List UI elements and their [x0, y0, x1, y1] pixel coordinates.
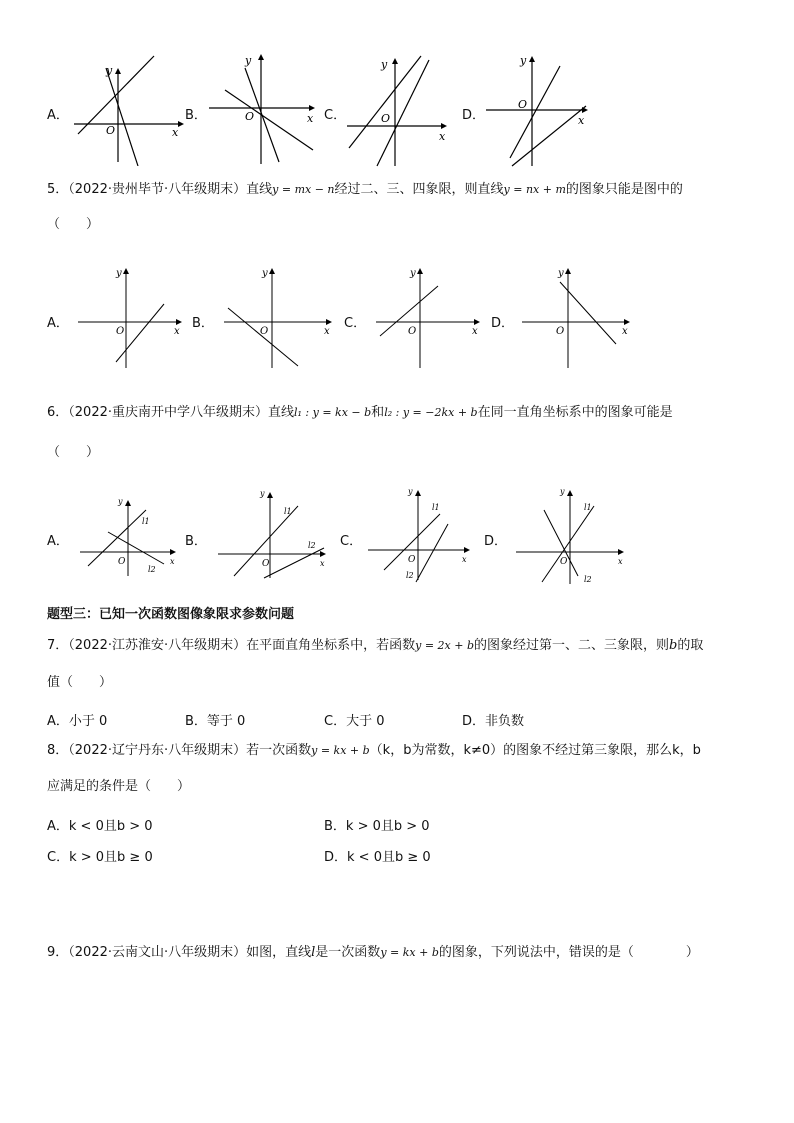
svg-text:x: x — [462, 555, 467, 564]
l1-label: l1 — [142, 517, 150, 526]
q7-option-b: B．等于 0 — [185, 714, 246, 729]
question-8-line-1: 8．（2022·辽宁丹东·八年级期末）若一次函数y = kx + b（k，b为常数，k≠0）的图象不经过第三象限，那么k，b — [47, 743, 701, 758]
q5-option-b-label: B． — [192, 316, 214, 331]
l2-label: l2 — [148, 565, 156, 574]
question-6-text: 6．（2022·重庆南开中学八年级期末）直线l₁ : y = kx − b和l₂ : y = −2kx + b在同一直角坐标系中的图象可能是 — [47, 405, 673, 420]
question-8-line-2: 应满足的条件是（ ） — [47, 779, 191, 794]
q5-option-d-label: D． — [491, 316, 515, 331]
svg-text:O: O — [381, 112, 391, 125]
svg-text:y: y — [410, 268, 416, 279]
svg-text:x: x — [578, 114, 585, 127]
q6-option-d-label: D． — [484, 534, 508, 549]
svg-text:O: O — [118, 557, 126, 567]
svg-text:y: y — [118, 497, 123, 506]
svg-text:l2: l2 — [406, 571, 414, 580]
svg-text:O: O — [116, 326, 125, 337]
svg-text:l1: l1 — [284, 507, 292, 516]
row1-graph-d — [482, 50, 592, 168]
q6-option-a-label: A． — [47, 534, 69, 549]
line-2 — [106, 68, 138, 166]
q7-option-c: C．大于 0 — [324, 714, 385, 729]
svg-text:y: y — [262, 268, 268, 279]
row1-graph-a — [68, 54, 184, 166]
question-7-line-1: 7．（2022·江苏淮安·八年级期末）在平面直角坐标系中，若函数y = 2x + b的图象经过第一、二、三象限，则b的取 — [47, 638, 704, 653]
q5-graph-d — [520, 262, 634, 370]
question-9-text: 9．（2022·云南文山·八年级期末）如图，直线l是一次函数y = kx + b的图象，下列说法中，错误的是（ ） — [47, 945, 699, 960]
svg-text:l1: l1 — [584, 503, 592, 512]
q5-equation-1: y = mx − n — [272, 183, 335, 196]
q6-option-c-label: C． — [340, 534, 363, 549]
row1-option-d-label: D． — [462, 108, 486, 123]
y-label: y — [106, 64, 113, 77]
svg-text:y: y — [558, 268, 564, 279]
svg-text:y: y — [381, 58, 388, 71]
q7-option-d: D．非负数 — [462, 714, 525, 729]
svg-text:O: O — [556, 326, 565, 337]
q6-graph-d — [514, 484, 630, 586]
svg-text:x: x — [307, 112, 314, 125]
svg-text:x: x — [170, 557, 175, 566]
q9-equation: y = kx + b — [380, 946, 439, 959]
q5-option-a-label: A． — [47, 316, 69, 331]
q6-option-b-label: B． — [185, 534, 207, 549]
q6-equation-2: l₂ : y = −2kx + b — [384, 406, 478, 419]
q5-option-c-label: C． — [344, 316, 367, 331]
svg-text:O: O — [560, 557, 568, 567]
section-3-title: 题型三：已知一次函数图像象限求参数问题 — [47, 607, 295, 622]
row1-option-b-label: B． — [185, 108, 207, 123]
svg-text:O: O — [408, 555, 416, 565]
row1-option-a-label: A． — [47, 108, 69, 123]
q6-graph-a — [78, 494, 182, 578]
q8-option-b: B．k > 0且b > 0 — [324, 819, 430, 834]
q7-option-a: A．小于 0 — [47, 714, 108, 729]
question-6-paren: （ ） — [47, 445, 100, 460]
q5-graph-b — [222, 262, 336, 370]
q5-graph-a — [76, 262, 186, 370]
svg-text:O: O — [262, 559, 270, 569]
origin-label: O — [106, 124, 116, 137]
svg-text:y: y — [520, 54, 527, 67]
q5-equation-2: y = nx + m — [503, 183, 566, 196]
question-5-paren: （ ） — [47, 217, 100, 232]
svg-text:l2: l2 — [584, 575, 592, 584]
svg-text:l1: l1 — [432, 503, 440, 512]
line-1 — [78, 56, 154, 134]
q8-option-c: C．k > 0且b ≥ 0 — [47, 850, 153, 865]
q5-graph-c — [374, 262, 484, 370]
q6-graph-b — [216, 486, 332, 580]
svg-text:x: x — [324, 326, 330, 337]
q6-equation-1: l₁ : y = kx − b — [294, 406, 372, 419]
svg-text:x: x — [622, 326, 628, 337]
q8-option-d: D．k < 0且b ≥ 0 — [324, 850, 431, 865]
q8-equation: y = kx + b — [311, 744, 370, 757]
svg-text:x: x — [472, 326, 478, 337]
q7-equation: y = 2x + b — [415, 639, 475, 652]
row1-graph-c — [343, 52, 449, 168]
svg-text:O: O — [518, 98, 528, 111]
x-label: x — [172, 126, 179, 139]
q6-graph-c — [366, 484, 474, 584]
svg-text:x: x — [174, 326, 180, 337]
svg-text:y: y — [116, 268, 122, 279]
row1-option-c-label: C． — [324, 108, 347, 123]
q8-option-a: A．k < 0且b > 0 — [47, 819, 153, 834]
svg-text:x: x — [320, 559, 325, 568]
question-5-text: 5．（2022·贵州毕节·八年级期末）直线y = mx − n经过二、三、四象限，则直线y = nx + m的图象只能是图中的 — [47, 182, 683, 197]
svg-text:y: y — [245, 54, 252, 67]
question-7-line-2: 值（ ） — [47, 675, 113, 690]
svg-text:x: x — [618, 557, 623, 566]
svg-text:O: O — [245, 110, 255, 123]
svg-text:y: y — [408, 487, 413, 496]
svg-text:O: O — [260, 326, 269, 337]
svg-text:y: y — [560, 487, 565, 496]
svg-text:O: O — [408, 326, 417, 337]
svg-text:l2: l2 — [308, 541, 316, 550]
row1-graph-b — [205, 50, 317, 166]
svg-text:x: x — [439, 130, 446, 143]
svg-text:y: y — [260, 489, 265, 498]
